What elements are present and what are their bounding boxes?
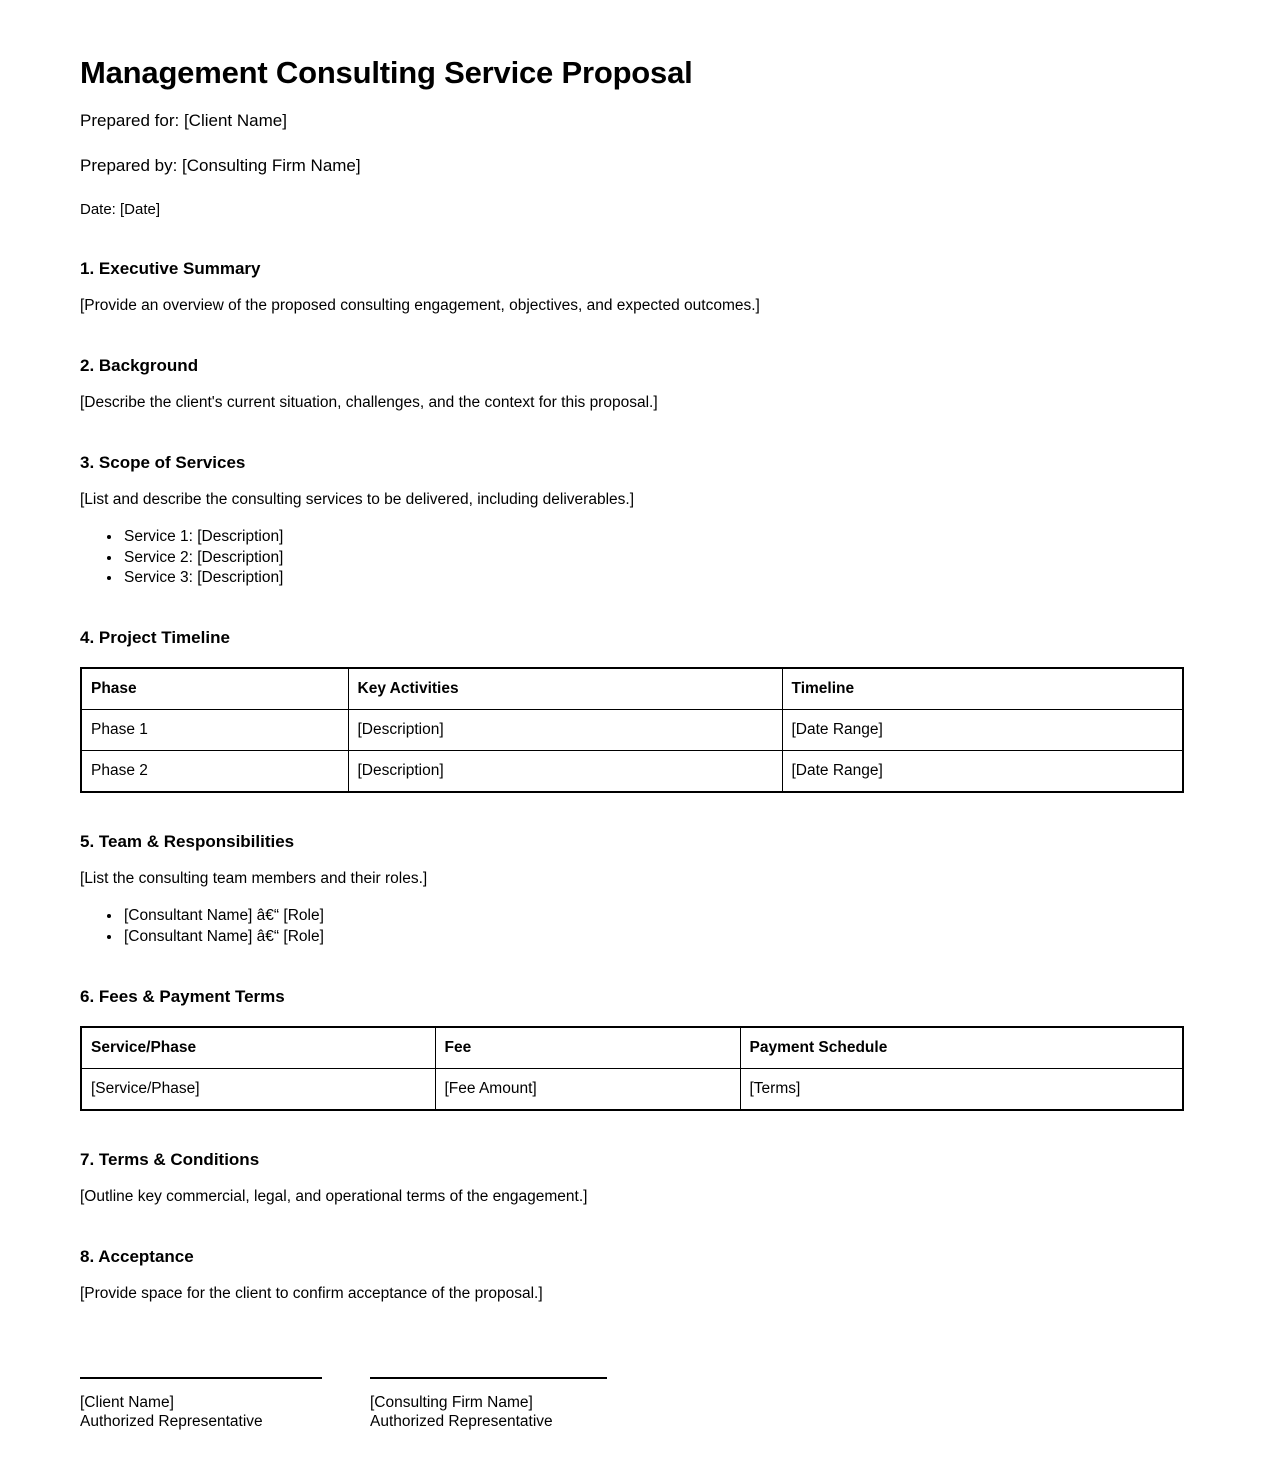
table-row [81, 1068, 1183, 1110]
section-acceptance [80, 1246, 1183, 1305]
signature-firm [370, 1377, 607, 1432]
prepared-by-line: Prepared by: [Consulting Firm Name] [80, 155, 361, 175]
fees-payment-terms-table [80, 1026, 1184, 1111]
table-cell: [Service/Phase] [81, 1068, 435, 1110]
section-scope-of-services [80, 452, 1183, 589]
section-executive-summary [80, 258, 1183, 317]
table-cell: [Description] [348, 751, 782, 793]
section-heading-background: 2. Background [80, 355, 199, 375]
table-cell: [Fee Amount] [435, 1068, 740, 1110]
table-column-header: Phase [81, 668, 348, 710]
signature-firm-labels [370, 1393, 607, 1432]
scope-of-services-list [80, 527, 1183, 589]
section-heading-scope-of-services: 3. Scope of Services [80, 452, 246, 472]
signature-firm-name: [Consulting Firm Name] [370, 1393, 533, 1411]
signature-client [80, 1377, 370, 1432]
project-timeline-table [80, 667, 1184, 793]
section-heading-terms-conditions: 7. Terms & Conditions [80, 1149, 260, 1169]
signature-client-name: [Client Name] [80, 1393, 174, 1411]
section-background [80, 355, 1183, 414]
table-column-header: Key Activities [348, 668, 782, 710]
team-responsibilities-list [80, 906, 1183, 947]
section-heading-acceptance: 8. Acceptance [80, 1246, 194, 1266]
table-column-header: Payment Schedule [740, 1027, 1183, 1069]
table-row [81, 710, 1183, 751]
table-header-row [81, 668, 1183, 710]
signature-block [80, 1377, 1183, 1432]
table-column-header: Service/Phase [81, 1027, 435, 1069]
signature-line-firm [370, 1377, 607, 1379]
table-row [81, 751, 1183, 793]
table-column-header: Fee [435, 1027, 740, 1069]
table-cell: [Description] [348, 710, 782, 751]
table-column-header: Timeline [782, 668, 1183, 710]
section-project-timeline [80, 627, 1183, 794]
list-item: • Service 1: [Description] [122, 527, 1183, 548]
list-item: • Service 3: [Description] [122, 568, 1183, 589]
section-heading-fees-payment-terms: 6. Fees & Payment Terms [80, 986, 285, 1006]
table-cell: Phase 1 [81, 710, 348, 751]
table-cell: [Terms] [740, 1068, 1183, 1110]
table-cell: Phase 2 [81, 751, 348, 793]
signature-firm-role: Authorized Representative [370, 1413, 553, 1431]
section-heading-executive-summary: 1. Executive Summary [80, 258, 261, 278]
table-cell: [Date Range] [782, 710, 1183, 751]
section-team-responsibilities [80, 831, 1183, 947]
signature-client-labels [80, 1393, 370, 1432]
document-date-line: Date: [Date] [80, 200, 161, 218]
section-body-executive-summary: [Provide an overview of the proposed consulting engagement, objectives, and expected outcomes.] [80, 297, 760, 315]
list-item: • Service 2: [Description] [122, 548, 1183, 569]
table-header-row [81, 1027, 1183, 1069]
signature-line-client [80, 1377, 322, 1379]
section-fees-payment-terms [80, 986, 1183, 1111]
prepared-for-line: Prepared for: [Client Name] [80, 110, 287, 130]
list-item: • [Consultant Name] â€“ [Role] [122, 906, 1183, 927]
section-terms-conditions [80, 1149, 1183, 1208]
section-heading-team-responsibilities: 5. Team & Responsibilities [80, 832, 295, 852]
section-body-team-responsibilities: [List the consulting team members and their roles.] [80, 870, 428, 888]
list-item: • [Consultant Name] â€“ [Role] [122, 927, 1183, 948]
section-body-background: [Describe the client's current situation, challenges, and the context for this proposal.] [80, 394, 658, 412]
section-body-acceptance: [Provide space for the client to confirm acceptance of the proposal.] [80, 1285, 543, 1303]
section-body-scope-of-services: [List and describe the consulting services to be delivered, including deliverables.] [80, 491, 635, 509]
section-heading-project-timeline: 4. Project Timeline [80, 627, 230, 647]
section-body-terms-conditions: [Outline key commercial, legal, and operational terms of the engagement.] [80, 1188, 588, 1206]
page-title: Management Consulting Service Proposal [80, 55, 693, 90]
signature-client-role: Authorized Representative [80, 1413, 263, 1431]
table-cell: [Date Range] [782, 751, 1183, 793]
